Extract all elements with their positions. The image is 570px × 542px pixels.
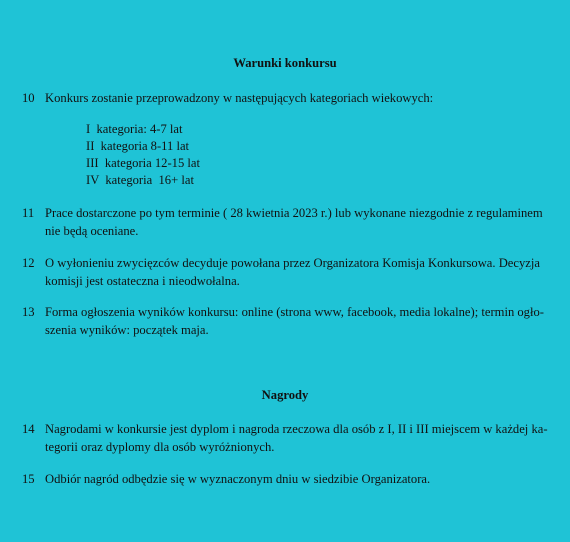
item-text: Konkurs zostanie przeprowadzony w następujących kategoriach wiekowych: (45, 91, 434, 105)
item-text: Nagrodami w konkursie jest dyplom i nagroda rzeczowa dla osób z I, II i III miejscem w każdej ka-tegorii oraz dyplomy dla osób wyróżnionych. (45, 422, 548, 454)
age-category: I kategoria: 4-7 lat (86, 122, 183, 136)
section-heading-conditions: Warunki konkursu (233, 56, 337, 70)
item-text: Prace dostarczone po tym terminie ( 28 kwietnia 2023 r.) lub wykonane niezgodnie z regulaminem nie będą oceniane. (45, 206, 543, 238)
item-text: Odbiór nagród odbędzie się w wyznaczonym dniu w siedzibie Organizatora. (45, 472, 431, 486)
item-number: 12 (22, 256, 35, 270)
list-item-12 (22, 254, 552, 290)
section-heading-prizes: Nagrody (261, 388, 309, 402)
list-item-10 (22, 89, 552, 107)
age-categories-list (86, 121, 200, 189)
list-item-13 (22, 303, 552, 339)
list-item-15 (22, 470, 552, 488)
list-item-14 (22, 420, 552, 456)
age-category: IV kategoria 16+ lat (86, 173, 194, 187)
age-category: II kategoria 8-11 lat (86, 139, 190, 153)
list-item-11 (22, 204, 552, 240)
item-text: Forma ogłoszenia wyników konkursu: online (strona www, facebook, media lokalne); termin ogło-szenia wyników: początek maja. (45, 305, 544, 337)
item-number: 13 (22, 305, 35, 319)
item-number: 15 (22, 472, 35, 486)
item-text: O wyłonieniu zwycięzców decyduje powołana przez Organizatora Komisja Konkursowa. Decyzja komisji jest ostateczna i nieodwołalna. (45, 256, 540, 288)
age-category: III kategoria 12-15 lat (86, 156, 200, 170)
item-number: 10 (22, 91, 35, 105)
item-number: 11 (22, 206, 35, 220)
item-number: 14 (22, 422, 35, 436)
